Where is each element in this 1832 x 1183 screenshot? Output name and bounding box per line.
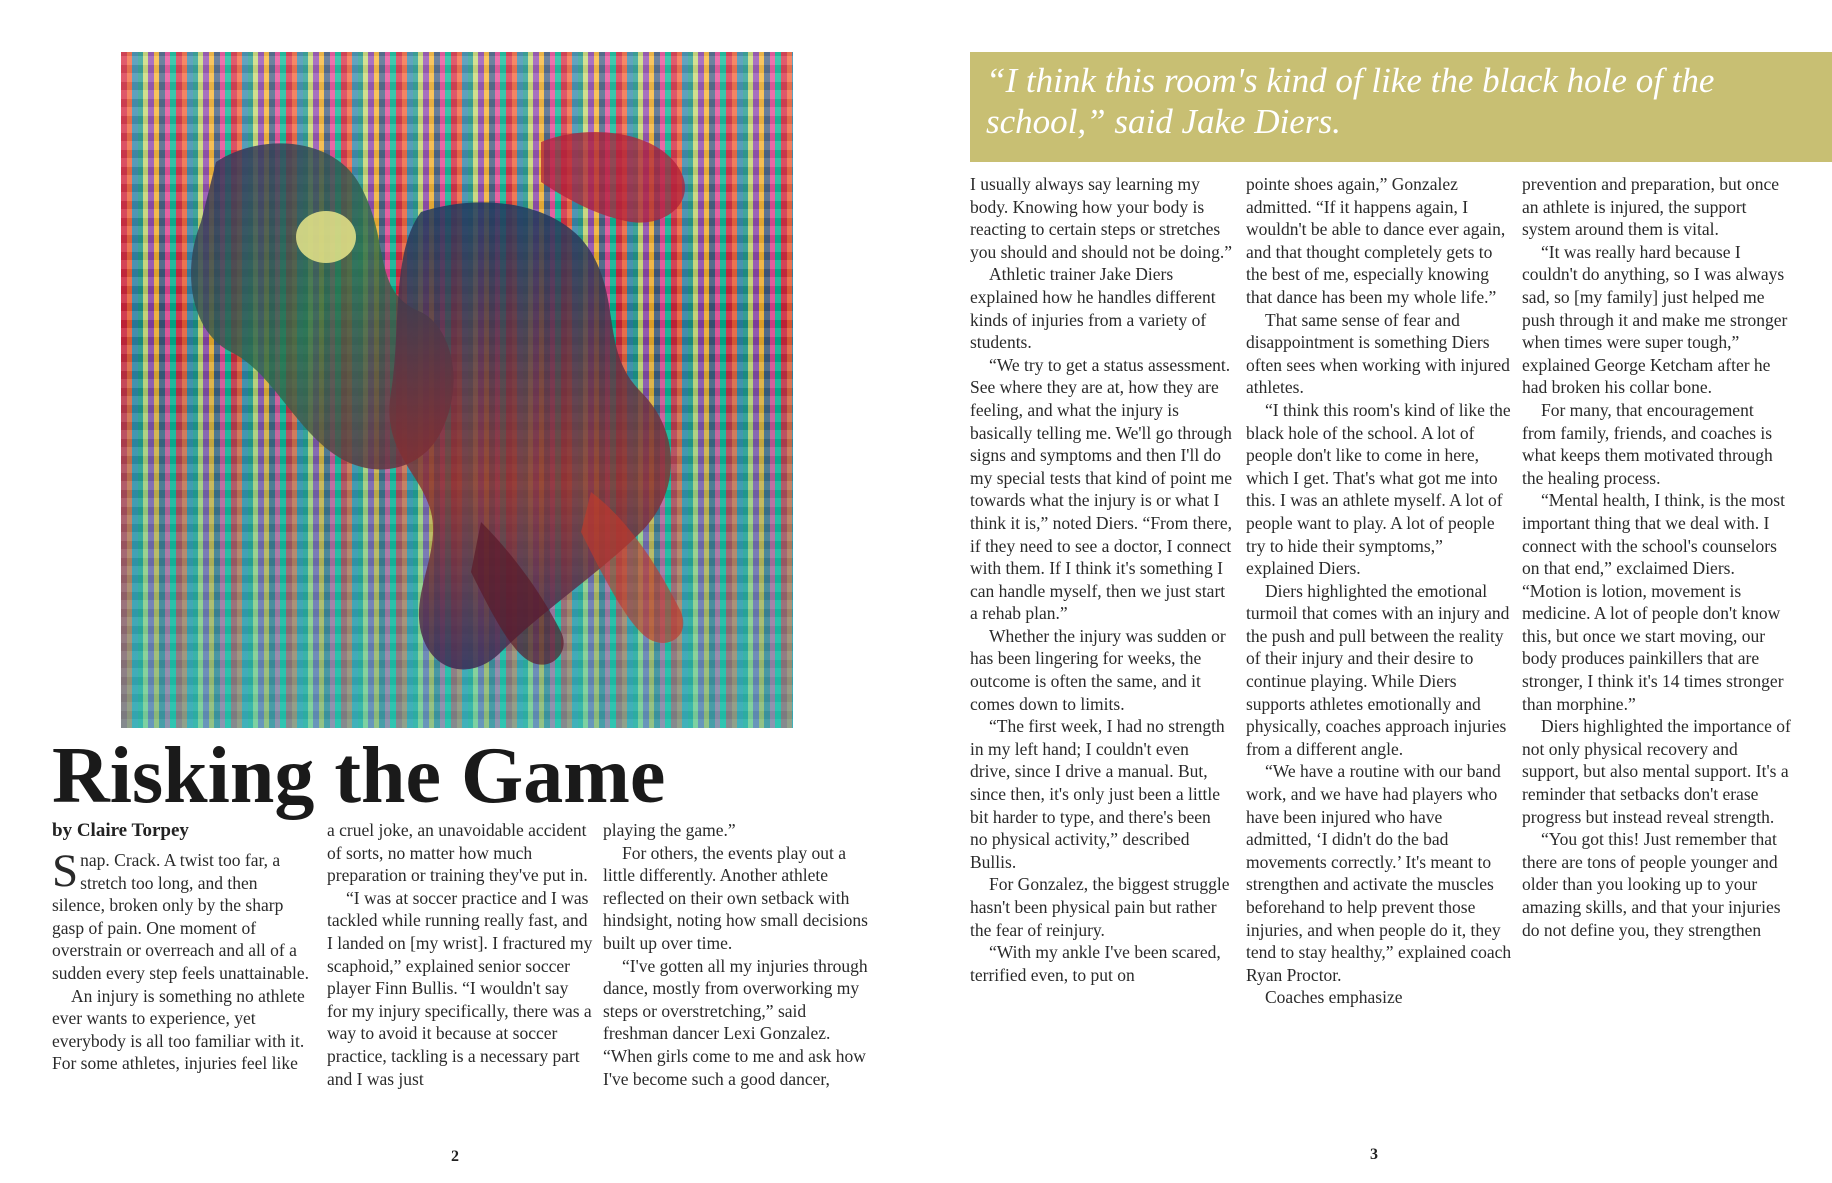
paragraph: Athletic trainer Jake Diers explained how he handles different kinds of injuries from a variety of students. <box>970 264 1216 353</box>
paragraph: “Mental health, I think, is the most important thing that we deal with. I connect with the school's counselors on that end,” exclaimed Diers. “Motion is lotion, movement is medicine. A lot of people don't know this, but once we start moving, our body produces painkillers that are stronger, I think it's 14 times stronger than morphine.” <box>1522 490 1785 714</box>
paragraph: That same sense of fear and disappointment is something Diers often sees when working with injured athletes. <box>1246 309 1510 398</box>
right-column-2 <box>1246 173 1512 1009</box>
paragraph: “I think this room's kind of like the black hole of the school. A lot of people don't like to come in here, which I get. That's what got me into this. I was an athlete myself. A lot of people want to play. A lot of people try to hide their symptoms,” explained Diers. <box>1246 399 1511 579</box>
paragraph: “We try to get a status assessment. See where they are at, how they are feeling, and what the injury is basically telling me. We'll go through signs and symptoms and then I'll do my special tests that kind of point me towards what the injury is or what I think it is,” noted Diers. “From there, if they need to see a doctor, I connect with them. If I think it's something I can handle myself, then we just start a rehab plan.” <box>970 354 1232 624</box>
paragraph: Diers highlighted the importance of not only physical recovery and support, but also mental support. It's a reminder that setbacks don't erase progress but instead reveal strength. <box>1522 716 1791 827</box>
paragraph: For many, that encouragement from family, friends, and coaches is what keeps them motivated through the healing process. <box>1522 399 1773 488</box>
left-column-1 <box>52 845 314 1075</box>
headline: Risking the Game <box>52 732 666 820</box>
paragraph: “We have a routine with our band work, and we have had players who have been injured who have admitted, ‘I didn't do the bad movements correctly.’ It's meant to strengthen and activate the muscles beforehand to help prevent those injuries, and when people do it, they tend to stay healthy,” explained coach Ryan Proctor. <box>1246 761 1512 985</box>
right-column-1 <box>970 173 1232 986</box>
paragraph: Diers highlighted the emotional turmoil that comes with an injury and the push and pull between the reality of their injury and their desire to continue playing. While Diers supports athletes emotionally and physically, coaches approach injuries from a different angle. <box>1246 580 1510 759</box>
drop-cap: S <box>52 845 79 897</box>
right-column-3 <box>1522 173 1792 941</box>
paragraph: Whether the injury was sudden or has been lingering for weeks, the outcome is often the same, and it comes down to limits. <box>970 625 1226 714</box>
paragraph: a cruel joke, an unavoidable accident of sorts, no matter how much preparation or training they've put in. <box>327 820 588 886</box>
pull-quote: “I think this room's kind of like the black hole of the school,” said Jake Diers. <box>986 61 1715 141</box>
left-column-3 <box>603 819 873 1090</box>
glitch-players-illustration <box>121 52 793 728</box>
page-number: 3 <box>1370 1146 1378 1163</box>
paragraph: “I was at soccer practice and I was tackled while running really fast, and I landed on [my wrist]. I fractured my scaphoid,” explained senior soccer player Finn Bullis. “I wouldn't say for my injury specifically, there was a way to avoid it because at soccer practice, tackling is a necessary part and I was just <box>327 887 593 1089</box>
paragraph: prevention and preparation, but once an athlete is injured, the support system around them is vital. <box>1522 174 1780 240</box>
paragraph: For others, the events play out a little differently. Another athlete reflected on their own setback with hindsight, noting how small decisions built up over time. <box>603 842 868 953</box>
paragraph: “The first week, I had no strength in my left hand; I couldn't even drive, since I drive a manual. But, since then, it's only just been a little bit harder to type, and there's been no physical activity,” described Bullis. <box>970 716 1225 872</box>
paragraph: “You got this! Just remember that there are tons of people younger and older than you looking up to your amazing skills, and that your injuries do not define you, they strengthen <box>1522 829 1781 940</box>
paragraph: pointe shoes again,” Gonzalez admitted. “If it happens again, I wouldn't be able to dance ever again, and that thought completely gets to the best of me, especially knowing that dance has been my whole life.” <box>1246 174 1506 307</box>
pull-quote-box <box>970 52 1832 162</box>
left-column-2 <box>327 819 593 1090</box>
byline: by Claire Torpey <box>52 820 189 841</box>
paragraph: For Gonzalez, the biggest struggle hasn't been physical pain but rather the fear of reinjury. <box>970 874 1230 940</box>
paragraph: “With my ankle I've been scared, terrified even, to put on <box>970 942 1221 985</box>
paragraph: playing the game.” <box>603 820 736 840</box>
paragraph: I usually always say learning my body. Knowing how your body is reacting to certain steps or stretches you should and should not be doing.” <box>970 174 1232 262</box>
lead-paragraph: Snap. Crack. A twist too far, a stretch too long, and then silence, broken only by the sharp gasp of pain. One moment of overstrain or overreach and all of a sudden every step feels unattainable. <box>52 845 310 983</box>
paragraph: An injury is something no athlete ever wants to experience, yet everybody is all too familiar with it. For some athletes, injuries feel like <box>52 985 305 1074</box>
page-number: 2 <box>451 1148 459 1165</box>
paragraph: Coaches emphasize <box>1265 987 1403 1008</box>
paragraph: “I've gotten all my injuries through dance, mostly from overworking my steps or overstretching,” said freshman dancer Lexi Gonzalez. “When girls come to me and ask how I've become such a good dancer, <box>603 955 868 1089</box>
feature-artwork <box>121 52 793 728</box>
paragraph: “It was really hard because I couldn't do anything, so I was always sad, so [my family] just helped me push through it and make me stronger when times were super tough,” explained George Ketcham after he had broken his collar bone. <box>1522 241 1788 398</box>
